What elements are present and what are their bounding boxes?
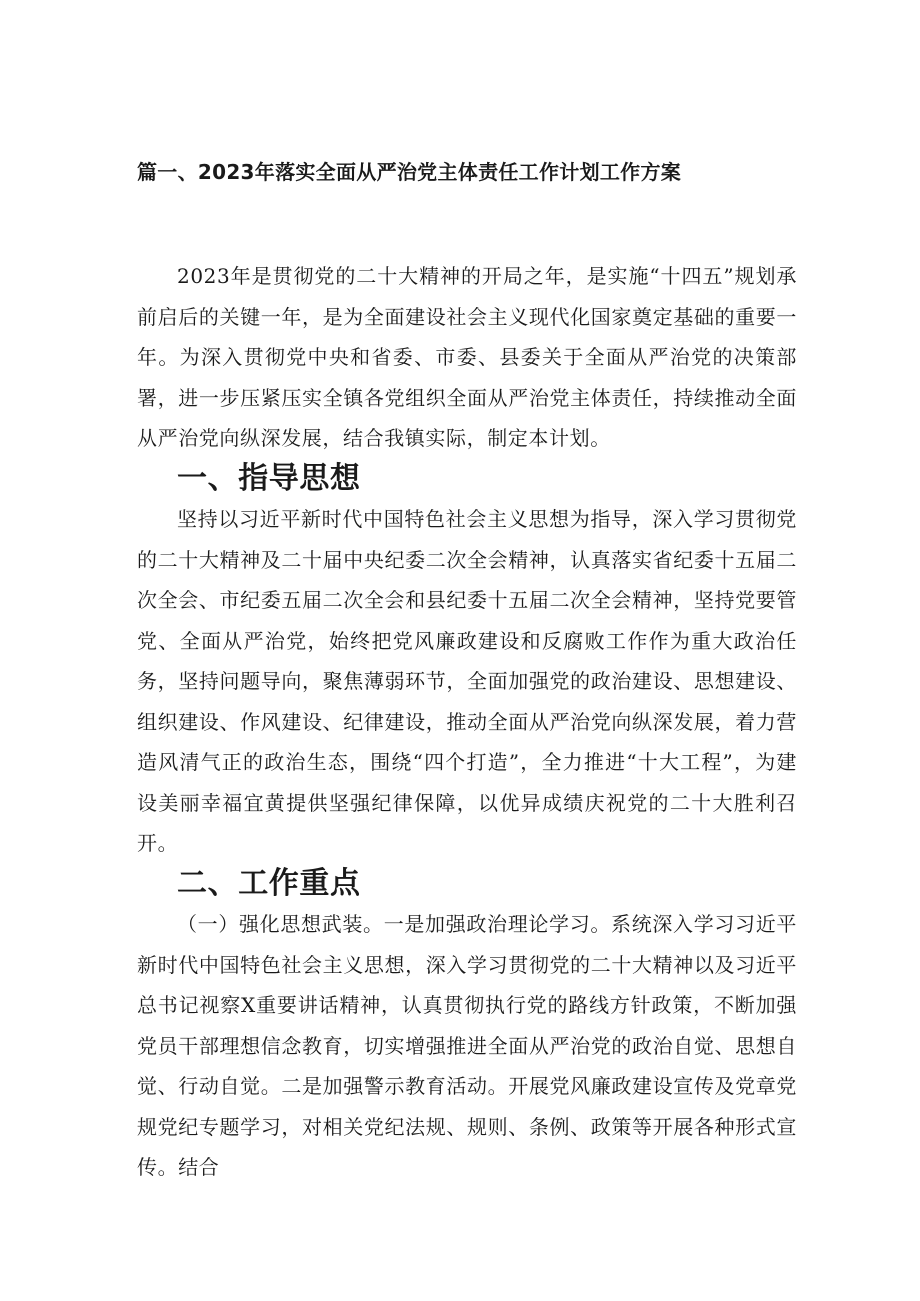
section-heading-guiding-ideology: 一、指导思想 bbox=[177, 460, 361, 496]
guiding-ideology-paragraph: 坚持以习近平新时代中国特色社会主义思想为指导，深入学习贯彻党的二十大精神及二十届中央纪委二次全会精神，认真落实省纪委十五届二次全会、市纪委五届二次全会和县纪委十五届二次全会精神，坚持党要管党、全面从严治党，始终把党风廉政建设和反腐败工作作为重大政治任务，坚持问题导向，聚焦薄弱环节，全面加强党的政治建设、思想建设、组织建设、作风建设、纪律建设，推动全面从严治党向纵深发展，着力营造风清气正的政治生态，围绕“四个打造”，全力推进“十大工程”，为建设美丽幸福宜黄提供坚强纪律保障，以优异成绩庆祝党的二十大胜利召开。 bbox=[137, 507, 797, 855]
work-priorities-paragraph: （一）强化思想武装。一是加强政治理论学习。系统深入学习习近平新时代中国特色社会主义思想，深入学习贯彻党的二十大精神以及习近平总书记视察X重要讲话精神，认真贯彻执行党的路线方针政策，不断加强党员干部理想信念教育，切实增强推进全面从严治党的政治自觉、思想自觉、行动自觉。二是加强警示教育活动。开展党风廉政建设宣传及党章党规党纪专题学习，对相关党纪法规、规则、条例、政策等开展各种形式宣传。结合 bbox=[137, 912, 797, 1179]
intro-paragraph: 2023年是贯彻党的二十大精神的开局之年，是实施“十四五”规划承前启后的关键一年，是为全面建设社会主义现代化国家奠定基础的重要一年。为深入贯彻党中央和省委、市委、县委关于全面从严治党的决策部署，进一步压紧压实全镇各党组织全面从严治党主体责任，持续推动全面从严治党向纵深发展，结合我镇实际，制定本计划。 bbox=[137, 264, 797, 450]
section-heading-work-priorities: 二、工作重点 bbox=[177, 865, 361, 901]
document-title: 篇一、2023年落实全面从严治党主体责任工作计划工作方案 bbox=[137, 160, 682, 184]
document-body bbox=[137, 256, 797, 1188]
